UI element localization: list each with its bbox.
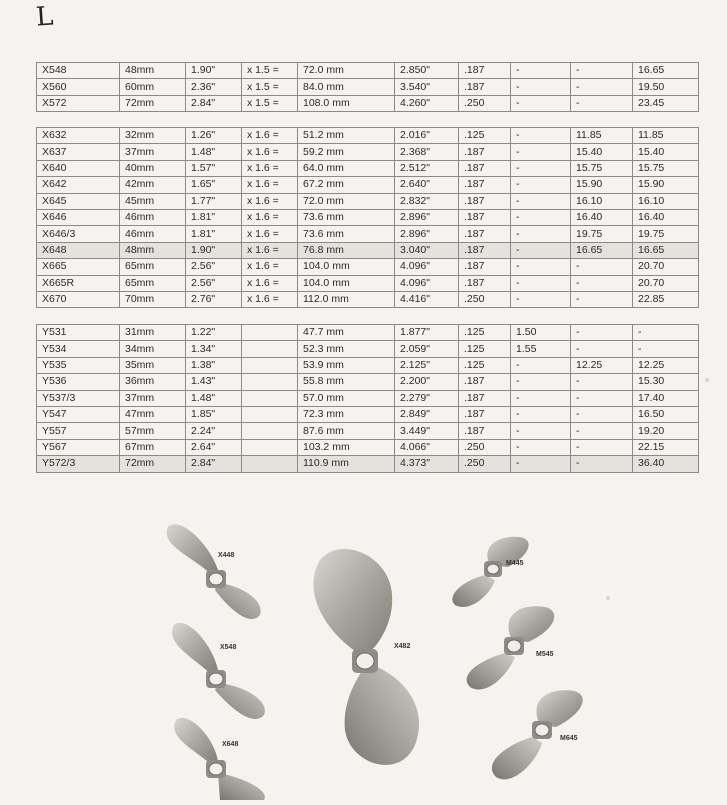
- table-row: [37, 374, 699, 390]
- table-row: [37, 259, 699, 275]
- cell-diameter-in: 1.48": [186, 144, 242, 160]
- cell-price-a: -: [511, 79, 571, 95]
- cell-pitch-mm: 112.0 mm: [298, 291, 395, 307]
- cell-price-c: 20.70: [633, 259, 699, 275]
- cell-price-b: -: [571, 456, 633, 472]
- cell-shaft-size: .250: [459, 95, 511, 111]
- cell-price-a: -: [511, 374, 571, 390]
- cell-diameter-mm: 32mm: [120, 128, 186, 144]
- cell-price-c: 20.70: [633, 275, 699, 291]
- cell-diameter-mm: 65mm: [120, 259, 186, 275]
- cell-pitch-factor: x 1.6 =: [242, 128, 298, 144]
- cell-diameter-mm: 60mm: [120, 79, 186, 95]
- cell-diameter-in: 2.84": [186, 456, 242, 472]
- cell-part-no: X572: [37, 95, 120, 111]
- cell-price-c: 16.65: [633, 63, 699, 79]
- propeller-x548-icon: [172, 623, 265, 719]
- cell-part-no: X548: [37, 63, 120, 79]
- cell-shaft-size: .187: [459, 193, 511, 209]
- table-row: [37, 160, 699, 176]
- cell-pitch-factor: x 1.6 =: [242, 144, 298, 160]
- price-table-y5: [36, 324, 699, 473]
- cell-pitch-factor: [242, 341, 298, 357]
- cell-price-a: -: [511, 456, 571, 472]
- cell-shaft-size: .187: [459, 226, 511, 242]
- cell-pitch-mm: 64.0 mm: [298, 160, 395, 176]
- cell-shaft-size: .187: [459, 79, 511, 95]
- cell-pitch-factor: x 1.5 =: [242, 79, 298, 95]
- cell-part-no: X642: [37, 177, 120, 193]
- cell-diameter-in: 2.56": [186, 259, 242, 275]
- cell-price-c: 19.50: [633, 79, 699, 95]
- cell-part-no: Y537/3: [37, 390, 120, 406]
- cell-part-no: Y567: [37, 439, 120, 455]
- cell-shaft-size: .187: [459, 160, 511, 176]
- cell-diameter-mm: 34mm: [120, 341, 186, 357]
- cell-price-b: -: [571, 406, 633, 422]
- cell-diameter-in: 1.22": [186, 325, 242, 341]
- cell-price-b: -: [571, 275, 633, 291]
- table-row: [37, 390, 699, 406]
- cell-price-c: 22.85: [633, 291, 699, 307]
- cell-price-c: 12.25: [633, 357, 699, 373]
- cell-price-a: -: [511, 128, 571, 144]
- cell-price-c: 15.90: [633, 177, 699, 193]
- cell-part-no: Y547: [37, 406, 120, 422]
- cell-price-c: 15.75: [633, 160, 699, 176]
- cell-part-no: X560: [37, 79, 120, 95]
- cell-price-a: -: [511, 423, 571, 439]
- cell-pitch-in: 2.850": [395, 63, 459, 79]
- cell-diameter-mm: 57mm: [120, 423, 186, 439]
- cell-diameter-mm: 31mm: [120, 325, 186, 341]
- cell-pitch-factor: x 1.6 =: [242, 177, 298, 193]
- label-m545: M545: [536, 651, 554, 658]
- cell-price-a: -: [511, 160, 571, 176]
- cell-part-no: X637: [37, 144, 120, 160]
- cell-diameter-in: 1.38": [186, 357, 242, 373]
- cell-shaft-size: .250: [459, 456, 511, 472]
- cell-price-a: -: [511, 209, 571, 225]
- cell-shaft-size: .125: [459, 357, 511, 373]
- cell-diameter-mm: 70mm: [120, 291, 186, 307]
- cell-price-a: -: [511, 275, 571, 291]
- cell-diameter-mm: 46mm: [120, 226, 186, 242]
- cell-part-no: X665R: [37, 275, 120, 291]
- cell-price-c: 22.15: [633, 439, 699, 455]
- cell-diameter-mm: 45mm: [120, 193, 186, 209]
- cell-price-c: 16.50: [633, 406, 699, 422]
- cell-part-no: Y534: [37, 341, 120, 357]
- table-row: [37, 242, 699, 258]
- cell-price-b: -: [571, 341, 633, 357]
- cell-part-no: X645: [37, 193, 120, 209]
- cell-diameter-in: 2.84": [186, 95, 242, 111]
- cell-price-c: 23.45: [633, 95, 699, 111]
- cell-diameter-in: 1.85": [186, 406, 242, 422]
- cell-diameter-mm: 42mm: [120, 177, 186, 193]
- cell-price-b: -: [571, 259, 633, 275]
- cell-price-c: 36.40: [633, 456, 699, 472]
- cell-pitch-mm: 57.0 mm: [298, 390, 395, 406]
- cell-pitch-in: 2.896": [395, 226, 459, 242]
- cell-diameter-in: 1.77": [186, 193, 242, 209]
- cell-pitch-factor: [242, 406, 298, 422]
- label-x548: X548: [220, 644, 237, 651]
- cell-diameter-in: 1.65": [186, 177, 242, 193]
- cell-shaft-size: .187: [459, 423, 511, 439]
- table-row: [37, 226, 699, 242]
- cell-price-b: -: [571, 79, 633, 95]
- cell-price-b: 15.75: [571, 160, 633, 176]
- cell-shaft-size: .187: [459, 177, 511, 193]
- cell-diameter-in: 2.64": [186, 439, 242, 455]
- cell-pitch-in: 2.059": [395, 341, 459, 357]
- cell-shaft-size: .250: [459, 439, 511, 455]
- cell-price-b: 16.40: [571, 209, 633, 225]
- cell-pitch-in: 2.849": [395, 406, 459, 422]
- cell-price-c: 15.40: [633, 144, 699, 160]
- cell-pitch-mm: 110.9 mm: [298, 456, 395, 472]
- propeller-photos: [160, 515, 590, 800]
- cell-pitch-factor: x 1.6 =: [242, 209, 298, 225]
- cell-pitch-mm: 73.6 mm: [298, 226, 395, 242]
- propeller-x648-icon: [174, 718, 265, 800]
- cell-part-no: X640: [37, 160, 120, 176]
- cell-diameter-in: 1.81": [186, 226, 242, 242]
- cell-pitch-factor: x 1.6 =: [242, 160, 298, 176]
- cell-price-b: -: [571, 423, 633, 439]
- cell-pitch-in: 4.260": [395, 95, 459, 111]
- cell-pitch-in: 4.373": [395, 456, 459, 472]
- cell-price-a: -: [511, 177, 571, 193]
- cell-pitch-factor: x 1.6 =: [242, 193, 298, 209]
- cell-part-no: Y531: [37, 325, 120, 341]
- label-m645: M645: [560, 735, 578, 742]
- cell-pitch-mm: 53.9 mm: [298, 357, 395, 373]
- cell-price-b: -: [571, 291, 633, 307]
- cell-pitch-factor: [242, 357, 298, 373]
- cell-pitch-in: 1.877": [395, 325, 459, 341]
- table-row: [37, 209, 699, 225]
- cell-price-c: -: [633, 325, 699, 341]
- cell-pitch-factor: x 1.5 =: [242, 63, 298, 79]
- table-row: [37, 275, 699, 291]
- cell-pitch-factor: [242, 390, 298, 406]
- cell-pitch-factor: [242, 374, 298, 390]
- cell-pitch-in: 2.832": [395, 193, 459, 209]
- cell-price-b: 16.10: [571, 193, 633, 209]
- table-row: [37, 406, 699, 422]
- cell-pitch-factor: [242, 456, 298, 472]
- cell-diameter-in: 2.36": [186, 79, 242, 95]
- cell-pitch-factor: x 1.6 =: [242, 291, 298, 307]
- table-row: [37, 193, 699, 209]
- page-mark: L: [34, 1, 55, 33]
- table-row: [37, 439, 699, 455]
- cell-pitch-mm: 72.0 mm: [298, 63, 395, 79]
- propeller-m445-icon: [452, 537, 528, 607]
- propeller-m545-icon: [467, 606, 555, 689]
- cell-diameter-mm: 72mm: [120, 456, 186, 472]
- cell-shaft-size: .187: [459, 242, 511, 258]
- cell-pitch-mm: 52.3 mm: [298, 341, 395, 357]
- cell-price-b: -: [571, 439, 633, 455]
- cell-pitch-factor: x 1.6 =: [242, 242, 298, 258]
- cell-price-c: 15.30: [633, 374, 699, 390]
- cell-price-a: -: [511, 291, 571, 307]
- cell-diameter-mm: 48mm: [120, 63, 186, 79]
- cell-part-no: X665: [37, 259, 120, 275]
- cell-pitch-in: 4.096": [395, 275, 459, 291]
- cell-price-b: -: [571, 390, 633, 406]
- cell-price-a: -: [511, 226, 571, 242]
- cell-price-b: -: [571, 95, 633, 111]
- cell-price-a: -: [511, 357, 571, 373]
- cell-pitch-in: 2.200": [395, 374, 459, 390]
- cell-pitch-mm: 76.8 mm: [298, 242, 395, 258]
- cell-shaft-size: .125: [459, 325, 511, 341]
- cell-pitch-in: 2.125": [395, 357, 459, 373]
- cell-diameter-mm: 67mm: [120, 439, 186, 455]
- cell-shaft-size: .125: [459, 341, 511, 357]
- cell-diameter-mm: 37mm: [120, 390, 186, 406]
- cell-pitch-in: 4.066": [395, 439, 459, 455]
- cell-diameter-in: 2.24": [186, 423, 242, 439]
- cell-price-c: 17.40: [633, 390, 699, 406]
- cell-pitch-mm: 67.2 mm: [298, 177, 395, 193]
- cell-pitch-in: 2.368": [395, 144, 459, 160]
- cell-price-a: -: [511, 144, 571, 160]
- cell-diameter-in: 1.34": [186, 341, 242, 357]
- label-m445: M445: [506, 560, 524, 567]
- cell-pitch-factor: x 1.6 =: [242, 259, 298, 275]
- table-row: [37, 423, 699, 439]
- cell-part-no: X646/3: [37, 226, 120, 242]
- speck: [606, 596, 610, 600]
- cell-pitch-mm: 103.2 mm: [298, 439, 395, 455]
- cell-diameter-in: 1.90": [186, 242, 242, 258]
- cell-part-no: Y536: [37, 374, 120, 390]
- cell-pitch-factor: x 1.6 =: [242, 275, 298, 291]
- cell-part-no: X646: [37, 209, 120, 225]
- cell-diameter-in: 1.90": [186, 63, 242, 79]
- cell-diameter-mm: 35mm: [120, 357, 186, 373]
- cell-price-a: -: [511, 439, 571, 455]
- table-row: [37, 128, 699, 144]
- label-x482: X482: [394, 643, 411, 650]
- cell-part-no: Y572/3: [37, 456, 120, 472]
- cell-part-no: X632: [37, 128, 120, 144]
- cell-pitch-in: 2.016": [395, 128, 459, 144]
- cell-pitch-factor: [242, 423, 298, 439]
- cell-pitch-mm: 72.0 mm: [298, 193, 395, 209]
- cell-diameter-in: 2.56": [186, 275, 242, 291]
- cell-pitch-in: 2.512": [395, 160, 459, 176]
- cell-pitch-mm: 73.6 mm: [298, 209, 395, 225]
- cell-pitch-mm: 104.0 mm: [298, 275, 395, 291]
- cell-diameter-mm: 65mm: [120, 275, 186, 291]
- cell-price-a: 1.55: [511, 341, 571, 357]
- cell-pitch-mm: 47.7 mm: [298, 325, 395, 341]
- cell-diameter-mm: 37mm: [120, 144, 186, 160]
- cell-pitch-mm: 84.0 mm: [298, 79, 395, 95]
- cell-pitch-in: 3.040": [395, 242, 459, 258]
- cell-price-b: 11.85: [571, 128, 633, 144]
- cell-price-b: 19.75: [571, 226, 633, 242]
- cell-pitch-factor: [242, 325, 298, 341]
- cell-diameter-in: 1.48": [186, 390, 242, 406]
- cell-pitch-in: 2.279": [395, 390, 459, 406]
- cell-diameter-mm: 36mm: [120, 374, 186, 390]
- cell-pitch-in: 2.640": [395, 177, 459, 193]
- cell-price-a: -: [511, 95, 571, 111]
- cell-price-c: 16.65: [633, 242, 699, 258]
- table-row: [37, 79, 699, 95]
- cell-price-c: 16.10: [633, 193, 699, 209]
- cell-diameter-in: 2.76": [186, 291, 242, 307]
- cell-diameter-in: 1.57": [186, 160, 242, 176]
- cell-shaft-size: .187: [459, 209, 511, 225]
- cell-diameter-in: 1.43": [186, 374, 242, 390]
- cell-price-a: -: [511, 390, 571, 406]
- cell-part-no: X670: [37, 291, 120, 307]
- label-x448: X448: [218, 552, 235, 559]
- table-row: [37, 177, 699, 193]
- table-row: [37, 144, 699, 160]
- cell-pitch-mm: 51.2 mm: [298, 128, 395, 144]
- table-row: [37, 325, 699, 341]
- cell-pitch-mm: 108.0 mm: [298, 95, 395, 111]
- table-row: [37, 95, 699, 111]
- cell-price-b: -: [571, 325, 633, 341]
- cell-pitch-in: 3.449": [395, 423, 459, 439]
- cell-part-no: Y535: [37, 357, 120, 373]
- cell-price-c: 19.20: [633, 423, 699, 439]
- cell-diameter-mm: 46mm: [120, 209, 186, 225]
- cell-diameter-mm: 40mm: [120, 160, 186, 176]
- cell-diameter-in: 1.81": [186, 209, 242, 225]
- cell-shaft-size: .187: [459, 374, 511, 390]
- cell-price-b: 12.25: [571, 357, 633, 373]
- cell-pitch-mm: 87.6 mm: [298, 423, 395, 439]
- cell-price-b: -: [571, 374, 633, 390]
- cell-pitch-in: 2.896": [395, 209, 459, 225]
- table-row: [37, 357, 699, 373]
- table-row: [37, 63, 699, 79]
- cell-pitch-mm: 72.3 mm: [298, 406, 395, 422]
- cell-price-b: 15.90: [571, 177, 633, 193]
- cell-shaft-size: .187: [459, 259, 511, 275]
- cell-price-c: 11.85: [633, 128, 699, 144]
- cell-diameter-in: 1.26": [186, 128, 242, 144]
- cell-price-a: -: [511, 259, 571, 275]
- cell-pitch-mm: 55.8 mm: [298, 374, 395, 390]
- cell-price-a: -: [511, 193, 571, 209]
- cell-price-a: -: [511, 242, 571, 258]
- cell-shaft-size: .125: [459, 128, 511, 144]
- cell-pitch-in: 4.096": [395, 259, 459, 275]
- cell-price-b: -: [571, 63, 633, 79]
- table-row: [37, 291, 699, 307]
- table-row: [37, 341, 699, 357]
- cell-pitch-factor: x 1.6 =: [242, 226, 298, 242]
- cell-price-b: 15.40: [571, 144, 633, 160]
- propeller-x482-icon: [314, 549, 420, 765]
- table-row: [37, 456, 699, 472]
- propeller-x448-icon: [167, 524, 261, 619]
- cell-pitch-mm: 104.0 mm: [298, 259, 395, 275]
- cell-pitch-in: 3.540": [395, 79, 459, 95]
- cell-pitch-mm: 59.2 mm: [298, 144, 395, 160]
- cell-shaft-size: .187: [459, 63, 511, 79]
- cell-shaft-size: .250: [459, 291, 511, 307]
- price-table-x5: [36, 62, 699, 112]
- cell-shaft-size: .187: [459, 406, 511, 422]
- cell-diameter-mm: 72mm: [120, 95, 186, 111]
- cell-pitch-factor: x 1.5 =: [242, 95, 298, 111]
- cell-shaft-size: .187: [459, 275, 511, 291]
- cell-price-a: -: [511, 406, 571, 422]
- cell-price-c: 16.40: [633, 209, 699, 225]
- cell-price-c: -: [633, 341, 699, 357]
- cell-pitch-factor: [242, 439, 298, 455]
- cell-pitch-in: 4.416": [395, 291, 459, 307]
- cell-price-a: -: [511, 63, 571, 79]
- speck: [705, 378, 709, 382]
- cell-part-no: Y557: [37, 423, 120, 439]
- cell-price-a: 1.50: [511, 325, 571, 341]
- cell-part-no: X648: [37, 242, 120, 258]
- price-table-x6: [36, 127, 699, 308]
- cell-price-c: 19.75: [633, 226, 699, 242]
- cell-diameter-mm: 47mm: [120, 406, 186, 422]
- cell-price-b: 16.65: [571, 242, 633, 258]
- cell-diameter-mm: 48mm: [120, 242, 186, 258]
- cell-shaft-size: .187: [459, 144, 511, 160]
- label-x648: X648: [222, 741, 239, 748]
- cell-shaft-size: .187: [459, 390, 511, 406]
